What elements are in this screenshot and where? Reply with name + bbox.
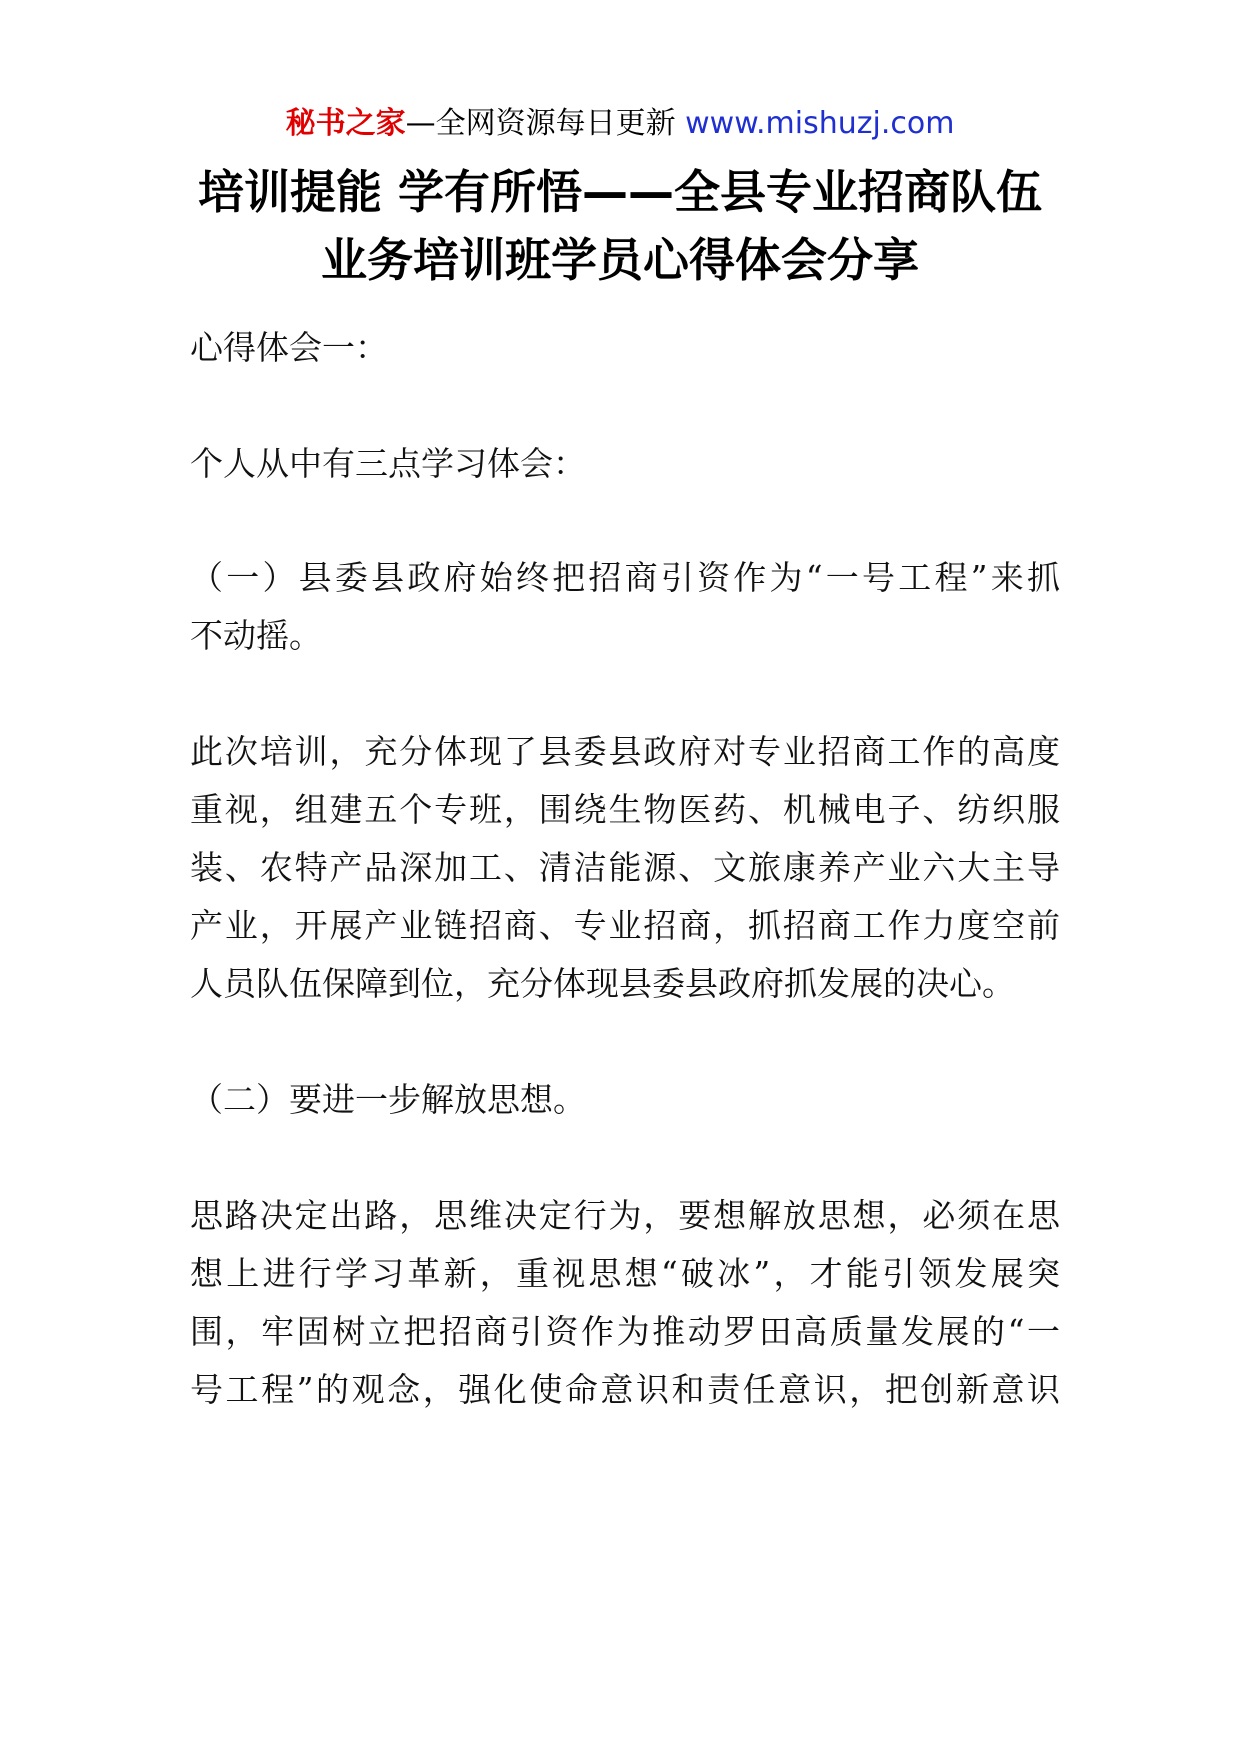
point-1-line-1: （一）县委县政府始终把招商引资作为“一号工程”来抓	[190, 558, 1060, 597]
site-url-link[interactable]: www.mishuzj.com	[685, 106, 955, 141]
header-tagline: —全网资源每日更新	[405, 106, 676, 141]
point-1-line-2: 不动摇。	[190, 616, 322, 655]
section-heading: 心得体会一：	[190, 328, 388, 367]
intro-paragraph: 个人从中有三点学习体会：	[190, 444, 586, 483]
paragraph-2-line-3: 围，牢固树立把招商引资作为推动罗田高质量发展的“一	[190, 1312, 1060, 1351]
document-title-line-1: 培训提能 学有所悟——全县专业招商队伍	[197, 165, 1042, 219]
site-header	[0, 102, 1240, 146]
document-title-line-2: 业务培训班学员心得体会分享	[321, 233, 919, 287]
paragraph-1-line-1: 此次培训，充分体现了县委县政府对专业招商工作的高度	[190, 732, 1060, 771]
paragraph-1-line-3: 装、农特产品深加工、清洁能源、文旅康养产业六大主导	[190, 848, 1060, 887]
paragraph-2-line-4: 号工程”的观念，强化使命意识和责任意识，把创新意识	[190, 1370, 1060, 1409]
paragraph-2-line-2: 想上进行学习革新，重视思想“破冰”，才能引领发展突	[190, 1254, 1060, 1293]
paragraph-2-line-1: 思路决定出路，思维决定行为，要想解放思想，必须在思	[190, 1196, 1060, 1235]
paragraph-1-line-5: 人员队伍保障到位，充分体现县委县政府抓发展的决心。	[190, 964, 1015, 1003]
paragraph-1-line-2: 重视，组建五个专班，围绕生物医药、机械电子、纺织服	[190, 790, 1060, 829]
paragraph-1-line-4: 产业，开展产业链招商、专业招商，抓招商工作力度空前	[190, 906, 1060, 945]
point-2-heading: （二）要进一步解放思想。	[190, 1080, 586, 1119]
brand-name: 秘书之家	[285, 106, 406, 141]
